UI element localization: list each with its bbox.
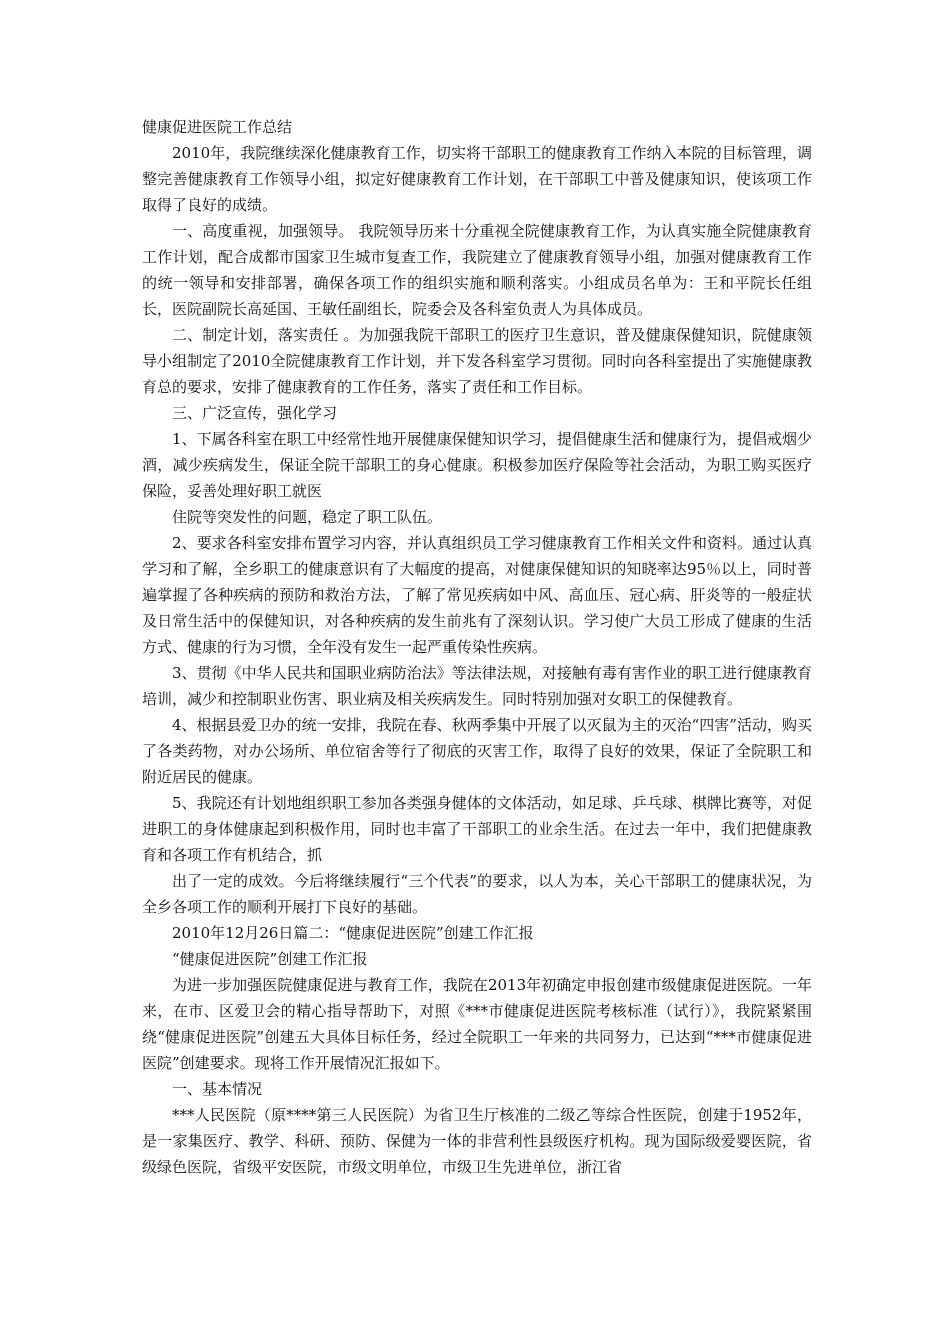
paragraph: ***人民医院（原****第三人民医院）为省卫生厅核准的二级乙等综合性医院，创建于1952年，是一家集医疗、教学、科研、预防、保健为一体的非营利性县级医疗机构。现为国际级爱婴医院，省级绿色医院，省级平安医院，市级文明单位，市级卫生先进单位，浙江省 [142, 1106, 812, 1176]
section-title: “健康促进医院”创建工作汇报 [172, 950, 368, 968]
paragraph: 出了一定的成效。今后将继续履行“三个代表”的要求，以人为本，关心干部职工的健康状况，为全乡各项工作的顺利开展打下良好的基础。 [142, 872, 812, 916]
paragraph: 一、高度重视，加强领导。 我院领导历来十分重视全院健康教育工作，为认真实施全院健康教育工作计划，配合成都市国家卫生城市复查工作，我院建立了健康教育领导小组，加强对健康教育工作的统一领导和安排部署，确保各项工作的组织实施和顺利落实。小组成员名单为：王和平院长任组长，医院副院长高延国、王敏任副组长，院委会及各科室负责人为具体成员。 [142, 222, 812, 318]
document-page [142, 114, 812, 1180]
paragraph: 5、我院还有计划地组织职工参加各类强身健体的文体活动，如足球、乒乓球、棋牌比赛等，对促进职工的身体健康起到积极作用，同时也丰富了干部职工的业余生活。在过去一年中，我们把健康教育和各项工作有机结合，抓 [142, 794, 812, 864]
paragraph: 3、贯彻《中华人民共和国职业病防治法》等法律法规，对接触有毒有害作业的职工进行健康教育培训，减少和控制职业伤害、职业病及相关疾病发生。同时特别加强对女职工的保健教育。 [142, 664, 812, 708]
section-heading: 三、广泛宣传，强化学习 [172, 404, 338, 422]
date-line: 2010年12月26日篇二：“健康促进医院”创建工作汇报 [172, 924, 534, 942]
paragraph: 2010年，我院继续深化健康教育工作，切实将干部职工的健康教育工作纳入本院的目标管理，调整完善健康教育工作领导小组，拟定好健康教育工作计划，在干部职工中普及健康知识，使该项工作取得了良好的成绩。 [142, 144, 812, 214]
paragraph: 二、制定计划，落实责任 。为加强我院干部职工的医疗卫生意识，普及健康保健知识，院健康领导小组制定了2010全院健康教育工作计划，并下发各科室学习贯彻。同时向各科室提出了实施健康教育总的要求，安排了健康教育的工作任务，落实了责任和工作目标。 [142, 326, 812, 396]
paragraph: 1、下属各科室在职工中经常性地开展健康保健知识学习，提倡健康生活和健康行为，提倡戒烟少酒，减少疾病发生，保证全院干部职工的身心健康。积极参加医疗保险等社会活动，为职工购买医疗保险，妥善处理好职工就医 [142, 430, 812, 500]
section-heading: 一、基本情况 [172, 1080, 263, 1098]
document-title: 健康促进医院工作总结 [142, 118, 293, 136]
paragraph: 2、要求各科室安排布置学习内容，并认真组织员工学习健康教育工作相关文件和资料。通过认真学习和了解，全乡职工的健康意识有了大幅度的提高，对健康保健知识的知晓率达95％以上，同时普遍掌握了各种疾病的预防和救治方法，了解了常见疾病如中风、高血压、冠心病、肝炎等的一般症状及日常生活中的保健知识，对各种疾病的发生前兆有了深刻认识。学习使广大员工形成了健康的生活方式、健康的行为习惯，全年没有发生一起严重传染性疾病。 [142, 534, 812, 656]
paragraph: 为进一步加强医院健康促进与教育工作，我院在2013年初确定申报创建市级健康促进医院。一年来，在市、区爱卫会的精心指导帮助下，对照《***市健康促进医院考核标准（试行）》，我院紧紧围绕“健康促进医院”创建五大具体目标任务，经过全院职工一年来的共同努力，已达到“***市健康促进医院”创建要求。现将工作开展情况汇报如下。 [142, 976, 812, 1072]
paragraph: 住院等突发性的问题，稳定了职工队伍。 [172, 508, 443, 526]
paragraph: 4、根据县爱卫办的统一安排，我院在春、秋两季集中开展了以灭鼠为主的灭治“四害”活动，购买了各类药物，对办公场所、单位宿舍等行了彻底的灭害工作，取得了良好的效果，保证了全院职工和附近居民的健康。 [142, 716, 812, 786]
